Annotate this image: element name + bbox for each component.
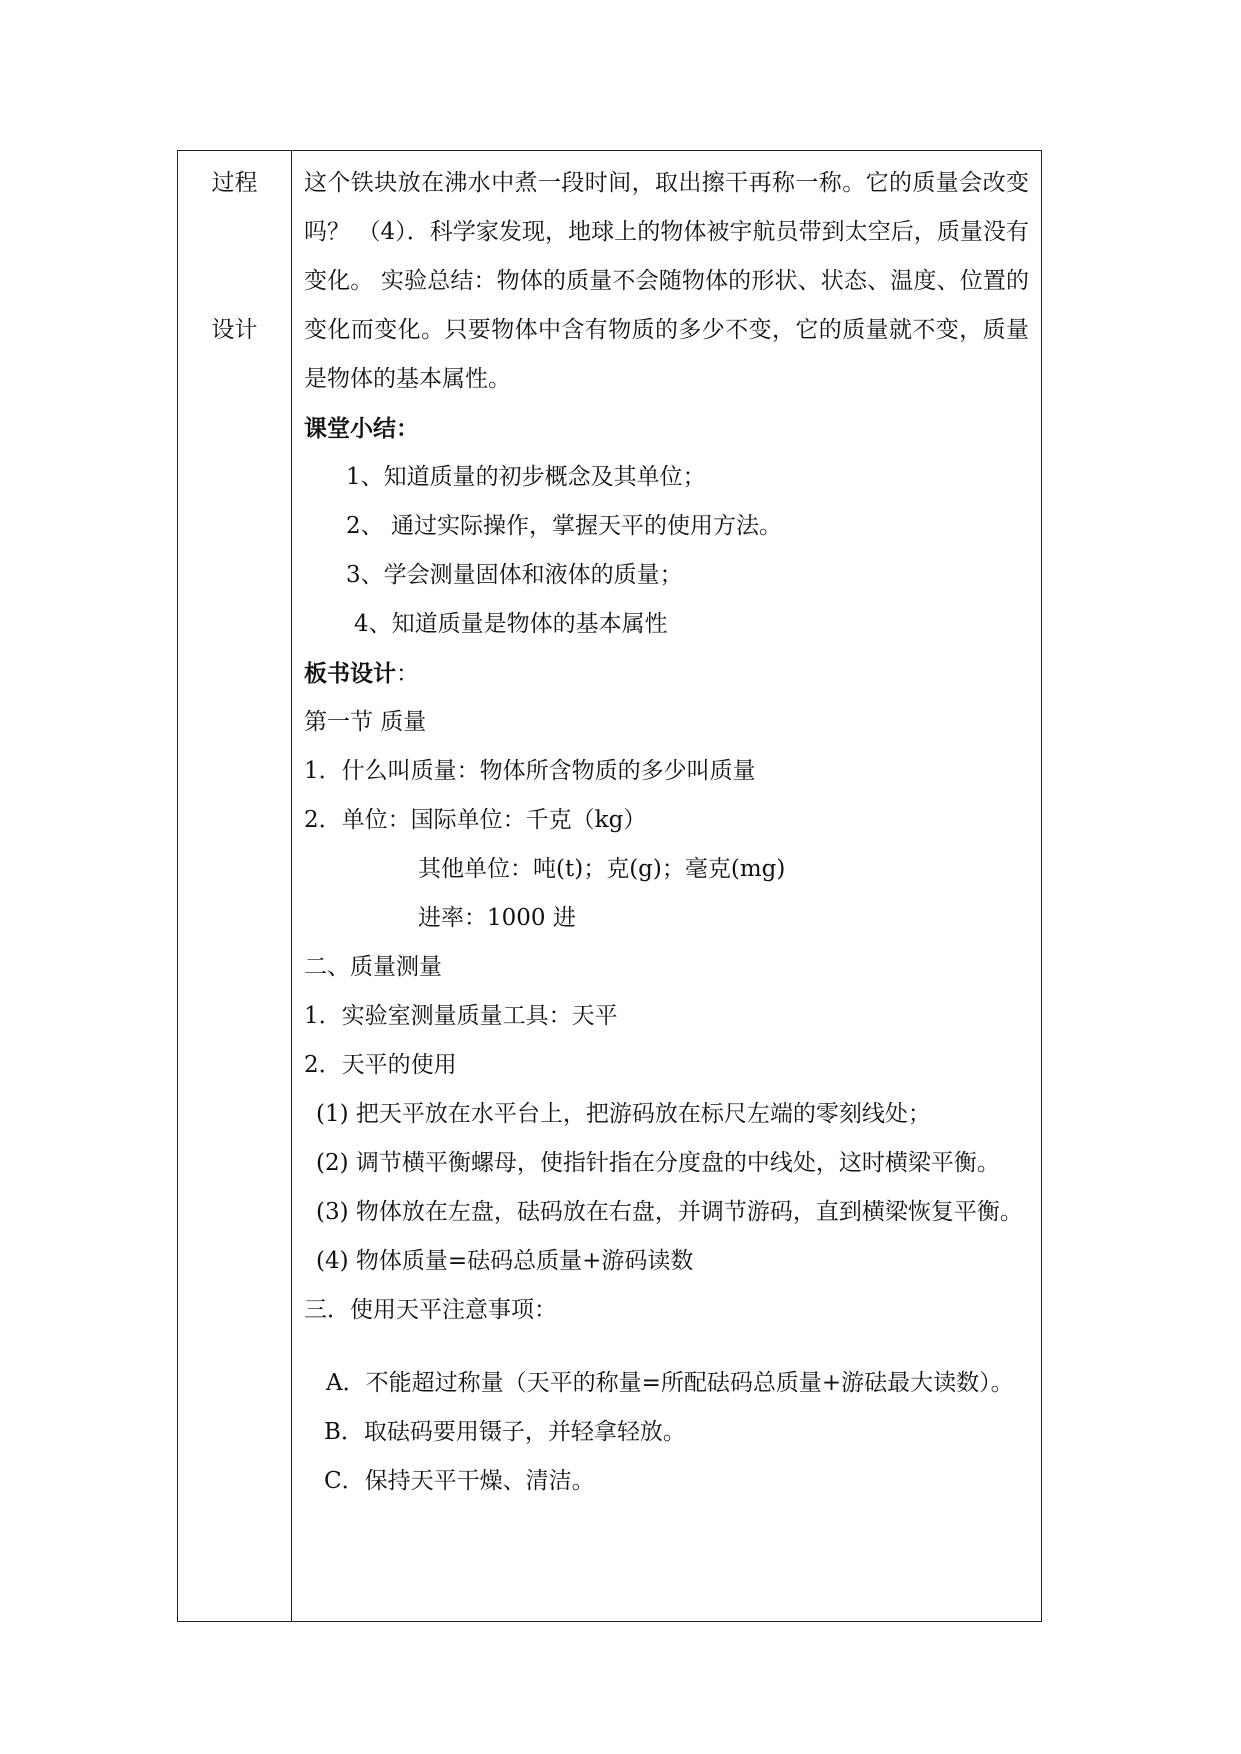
board-item-2: 2．单位：国际单位：千克（kg） bbox=[304, 807, 647, 833]
section2-item-1: 1．实验室测量质量工具：天平 bbox=[304, 1003, 618, 1029]
board-heading: 板书设计 bbox=[304, 660, 396, 687]
step-1: (1) 把天平放在水平台上，把游码放在标尺左端的零刻线处； bbox=[316, 1101, 931, 1127]
board-item-1: 1．什么叫质量：物体所含物质的多少叫质量 bbox=[304, 758, 756, 784]
content-cell bbox=[304, 159, 1029, 1506]
spacer bbox=[304, 1335, 1029, 1359]
section2-title: 二、质量测量 bbox=[304, 954, 442, 980]
label-design: 设计 bbox=[211, 317, 258, 343]
step-4: (4) 物体质量=砝码总质量+游码读数 bbox=[316, 1248, 694, 1274]
board-heading-line bbox=[304, 649, 1029, 698]
label-process: 过程 bbox=[211, 170, 258, 196]
section1-title: 第一节 质量 bbox=[304, 709, 427, 735]
column-divider bbox=[291, 151, 292, 1621]
step-3: (3) 物体放在左盘，砝码放在右盘，并调节游码，直到横梁恢复平衡。 bbox=[316, 1199, 1023, 1225]
step-2: (2) 调节横平衡螺母，使指针指在分度盘的中线处，这时横梁平衡。 bbox=[316, 1150, 1000, 1176]
section2-item-2: 2．天平的使用 bbox=[304, 1052, 457, 1078]
summary-item-1: 1、知道质量的初步概念及其单位； bbox=[346, 464, 706, 490]
board-heading-colon: ： bbox=[396, 661, 419, 687]
board-item-2-other: 其他单位：吨(t)；克(g)；毫克(mg) bbox=[418, 856, 786, 882]
lesson-table bbox=[177, 150, 1042, 1622]
note-a: A．不能超过称量（天平的称量=所配砝码总质量+游砝最大读数）。 bbox=[326, 1370, 1014, 1396]
intro-paragraph: 这个铁块放在沸水中煮一段时间，取出擦干再称一称。它的质量会改变吗？ （4）．科学家发现，地球上的物体被宇航员带到太空后，质量没有变化。 实验总结：物体的质量不会随物体的形状、状态、温度、位置的变化而变化。只要物体中含有物质的多少不变，它的质量就不变，质量是物体的基本属性。 bbox=[304, 170, 1029, 392]
section3-title: 三．使用天平注意事项： bbox=[304, 1297, 557, 1323]
summary-item-4: 4、知道质量是物体的基本属性 bbox=[354, 611, 668, 637]
summary-heading: 课堂小结： bbox=[304, 415, 419, 442]
note-b: B．取砝码要用镊子，并轻拿轻放。 bbox=[324, 1419, 686, 1445]
board-item-2-rate: 进率：1000 进 bbox=[418, 905, 576, 931]
note-c: C．保持天平干燥、清洁。 bbox=[324, 1468, 595, 1494]
summary-item-2: 2、 通过实际操作，掌握天平的使用方法。 bbox=[346, 513, 782, 539]
summary-item-3: 3、学会测量固体和液体的质量； bbox=[346, 562, 683, 588]
